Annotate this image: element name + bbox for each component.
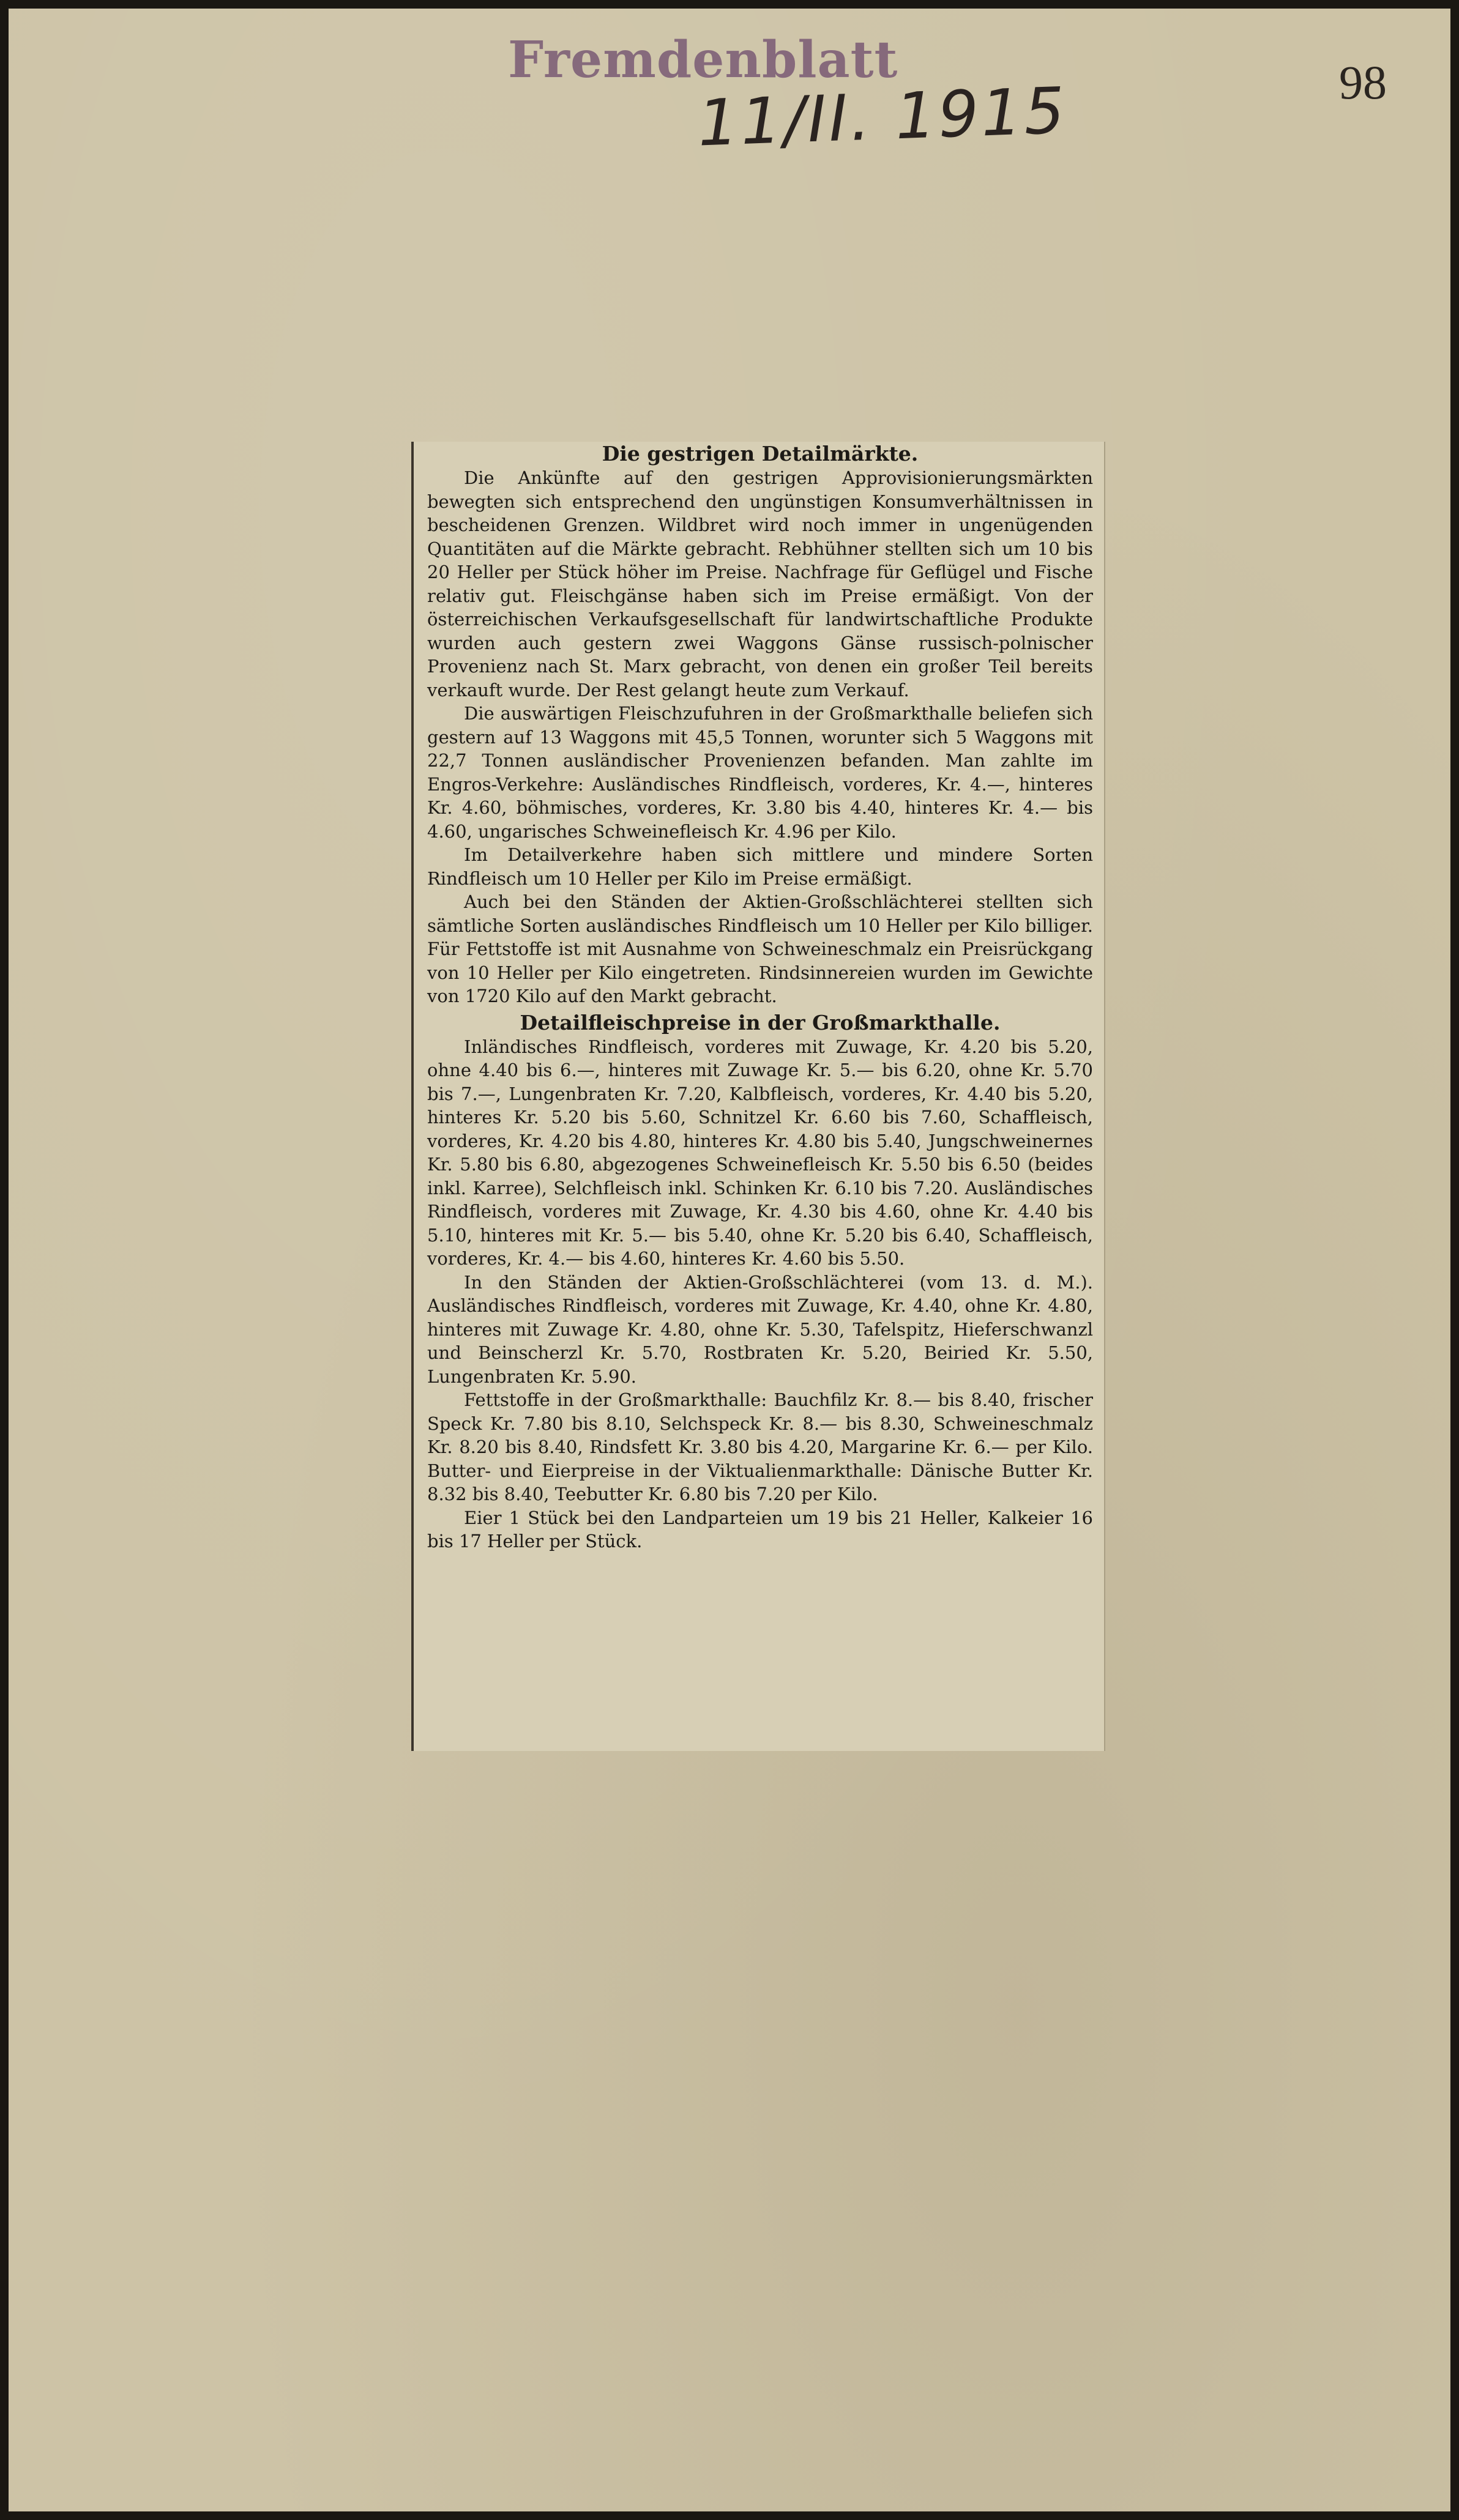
newspaper-clipping: [411, 442, 1105, 1751]
article-paragraph: Die auswärtigen Fleischzufuhren in der Großmarkthalle beliefen sich gestern auf 13 Waggons mit 45,5 Tonnen, worunter sich 5 Waggons mit 22,7 Tonnen ausländischer Provenienzen befanden. Man zahlte im Engros-Verkehre: Ausländisches Rindfleisch, vorderes, Kr. 4.—, hinteres Kr. 4.60, böhmisches, vorderes, Kr. 3.80 bis 4.40, hinteres Kr. 4.— bis 4.60, ungarisches Schweinefleisch Kr. 4.96 per Kilo.: [427, 703, 1093, 842]
article-paragraph: Im Detailverkehre haben sich mittlere und mindere Sorten Rindfleisch um 10 Heller per Kilo im Preise ermäßigt.: [427, 844, 1093, 889]
page-number: 98: [1339, 56, 1387, 109]
article-paragraph: Die Ankünfte auf den gestrigen Approvisionierungsmärkten bewegten sich entsprechend den ungünstigen Konsumverhältnissen in bescheidenen Grenzen. Wildbret wird noch immer in ungenügenden Quantitäten auf die Märkte gebracht. Rebhühner stellten sich um 10 bis 20 Heller per Stück höher im Preise. Nachfrage für Geflügel und Fische relativ gut. Fleischgänse haben sich im Preise ermäßigt. Von der österreichischen Verkaufsgesellschaft für landwirtschaftliche Produkte wurden auch gestern zwei Waggons Gänse russisch-polnischer Provenienz nach St. Marx gebracht, von denen ein großer Teil bereits verkauft wurde. Der Rest gelangt heute zum Verkauf.: [427, 467, 1093, 701]
article-paragraph: Fettstoffe in der Großmarkthalle: Bauchfilz Kr. 8.— bis 8.40, frischer Speck Kr. 7.80 bis 8.10, Selchspeck Kr. 8.— bis 8.30, Schweineschmalz Kr. 8.20 bis 8.40, Rindsfett Kr. 3.80 bis 4.20, Margarine Kr. 6.— per Kilo. Butter- und Eierpreise in der Viktualienmarkthalle: Dänische Butter Kr. 8.32 bis 8.40, Teebutter Kr. 6.80 bis 7.20 per Kilo.: [427, 1389, 1093, 1504]
article-paragraph: Inländisches Rindfleisch, vorderes mit Zuwage, Kr. 4.20 bis 5.20, ohne 4.40 bis 6.—, hinteres mit Zuwage Kr. 5.— bis 6.20, ohne Kr. 5.70 bis 7.—, Lungenbraten Kr. 7.20, Kalbfleisch, vorderes, Kr. 4.40 bis 5.20, hinteres Kr. 5.20 bis 5.60, Schnitzel Kr. 6.60 bis 7.60, Schaffleisch, vorderes, Kr. 4.20 bis 4.80, hinteres Kr. 4.80 bis 5.40, Jungschweinernes Kr. 5.80 bis 6.80, abgezogenes Schweinefleisch Kr. 5.50 bis 6.50 (beides inkl. Karree), Selchfleisch inkl. Schinken Kr. 6.10 bis 7.20. Ausländisches Rindfleisch, vorderes mit Zuwage, Kr. 4.30 bis 4.60, ohne Kr. 4.40 bis 5.10, hinteres mit Kr. 5.— bis 5.40, ohne Kr. 5.20 bis 6.40, Schaffleisch, vorderes, Kr. 4.— bis 4.60, hinteres Kr. 4.60 bis 5.50.: [427, 1036, 1093, 1269]
handwritten-date: 11/II. 1915: [696, 73, 1069, 161]
article-paragraph: Auch bei den Ständen der Aktien-Großschlächterei stellten sich sämtliche Sorten ausländisches Rindfleisch um 10 Heller per Kilo billiger. Für Fettstoffe ist mit Ausnahme von Schweineschmalz ein Preisrückgang von 10 Heller per Kilo eingetreten. Rindsinnereien wurden im Gewichte von 1720 Kilo auf den Markt gebracht.: [427, 891, 1093, 1006]
article-paragraph: Eier 1 Stück bei den Landparteien um 19 bis 21 Heller, Kalkeier 16 bis 17 Heller per Stück.: [427, 1507, 1093, 1552]
article-paragraph: In den Ständen der Aktien-Großschlächterei (vom 13. d. M.). Ausländisches Rindfleisch, vorderes mit Zuwage, Kr. 4.40, ohne Kr. 4.80, hinteres mit Zuwage Kr. 4.80, ohne Kr. 5.30, Tafelspitz, Hieferschwanzl und Beinscherzl Kr. 5.70, Rostbraten Kr. 5.20, Beiried Kr. 5.50, Lungenbraten Kr. 5.90.: [427, 1271, 1093, 1387]
article-title: Die gestrigen Detailmärkte.: [602, 442, 919, 466]
newspaper-stamp: Fremdenblatt: [508, 31, 898, 89]
article-subtitle: Detailfleischpreise in der Großmarkthalle.: [520, 1010, 1001, 1035]
